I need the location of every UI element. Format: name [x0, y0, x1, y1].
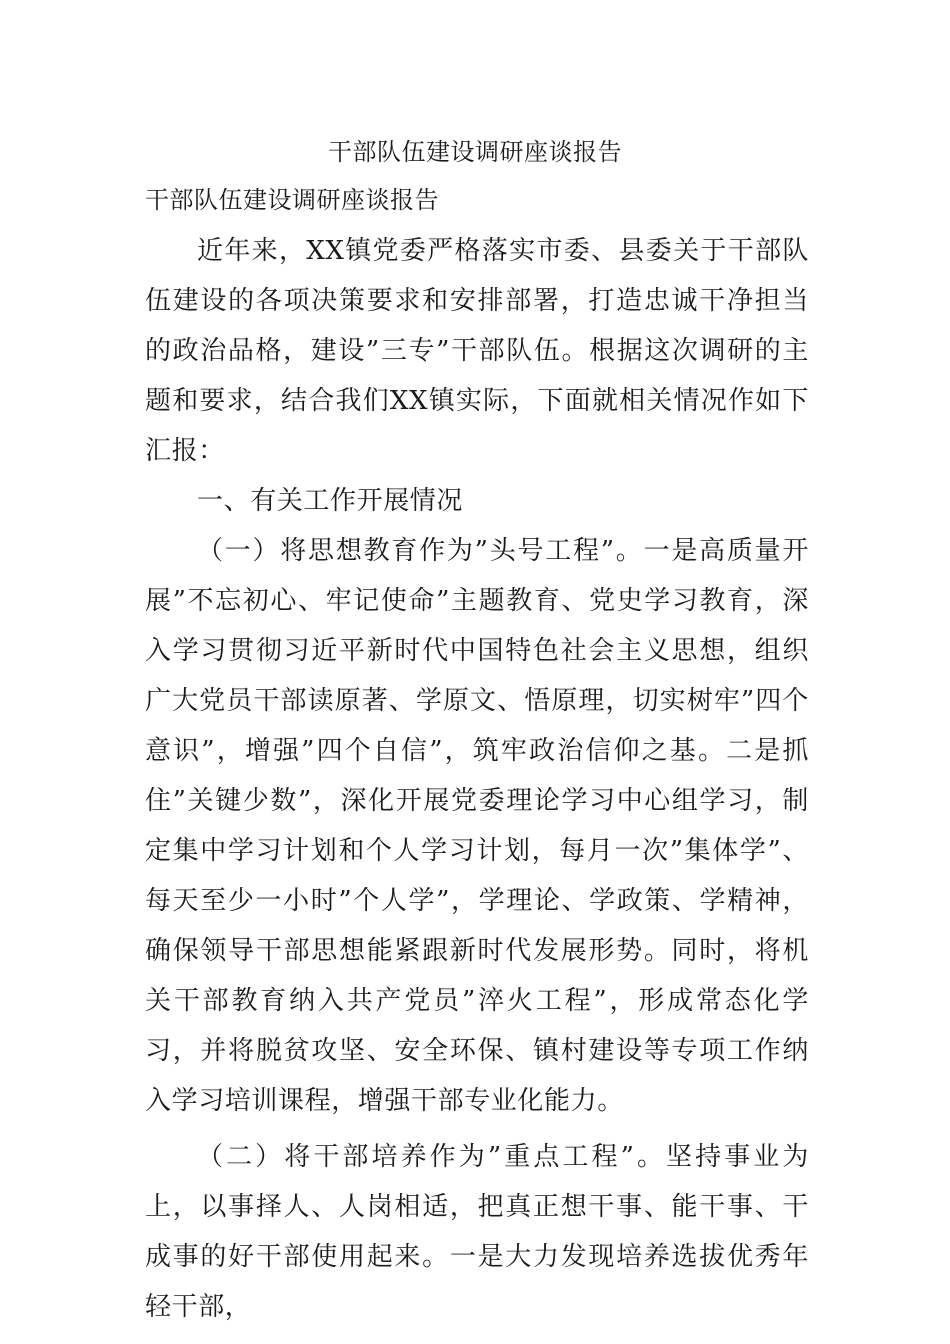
subsection-paragraph-1: （一）将思想教育作为”头号工程”。一是高质量开展”不忘初心、牢记使命”主题教育、党史学习教育，深入学习贯彻习近平新时代中国特色社会主义思想，组织广大党员干部读原著、学原文、悟原理，切实树牢”四个意识”，增强”四个自信”，筑牢政治信仰之基。二是抓住”关键少数”，深化开展党委理论学习中心组学习，制定集中学习计划和个人学习计划，每月一次”集体学”、每天至少一小时”个人学”，学理论、学政策、学精神，确保领导干部思想能紧跟新时代发展形势。同时，将机关干部教育纳入共产党员”淬火工程”，形成常态化学习，并将脱贫攻坚、安全环保、镇村建设等专项工作纳入学习培训课程，增强干部专业化能力。 — [145, 536, 810, 1116]
document-subtitle: 干部队伍建设调研座谈报告 — [145, 186, 439, 214]
section-heading: 一、有关工作开展情况 — [197, 486, 464, 516]
intro-paragraph: 近年来，XX镇党委严格落实市委、县委关于干部队伍建设的各项决策要求和安排部署，打造忠诚干净担当的政治品格，建设”三专”干部队伍。根据这次调研的主题和要求，结合我们XX镇实际，下面就相关情况作如下汇报： — [145, 236, 809, 466]
document-body — [145, 226, 809, 1332]
subsection-paragraph-2: （二）将干部培养作为”重点工程”。坚持事业为上，以事择人、人岗相适，把真正想干事、能干事、干成事的好干部使用起来。一是大力发现培养选拔优秀年轻干部， — [145, 1142, 809, 1322]
document-title: 干部队伍建设调研座谈报告 — [328, 138, 622, 166]
